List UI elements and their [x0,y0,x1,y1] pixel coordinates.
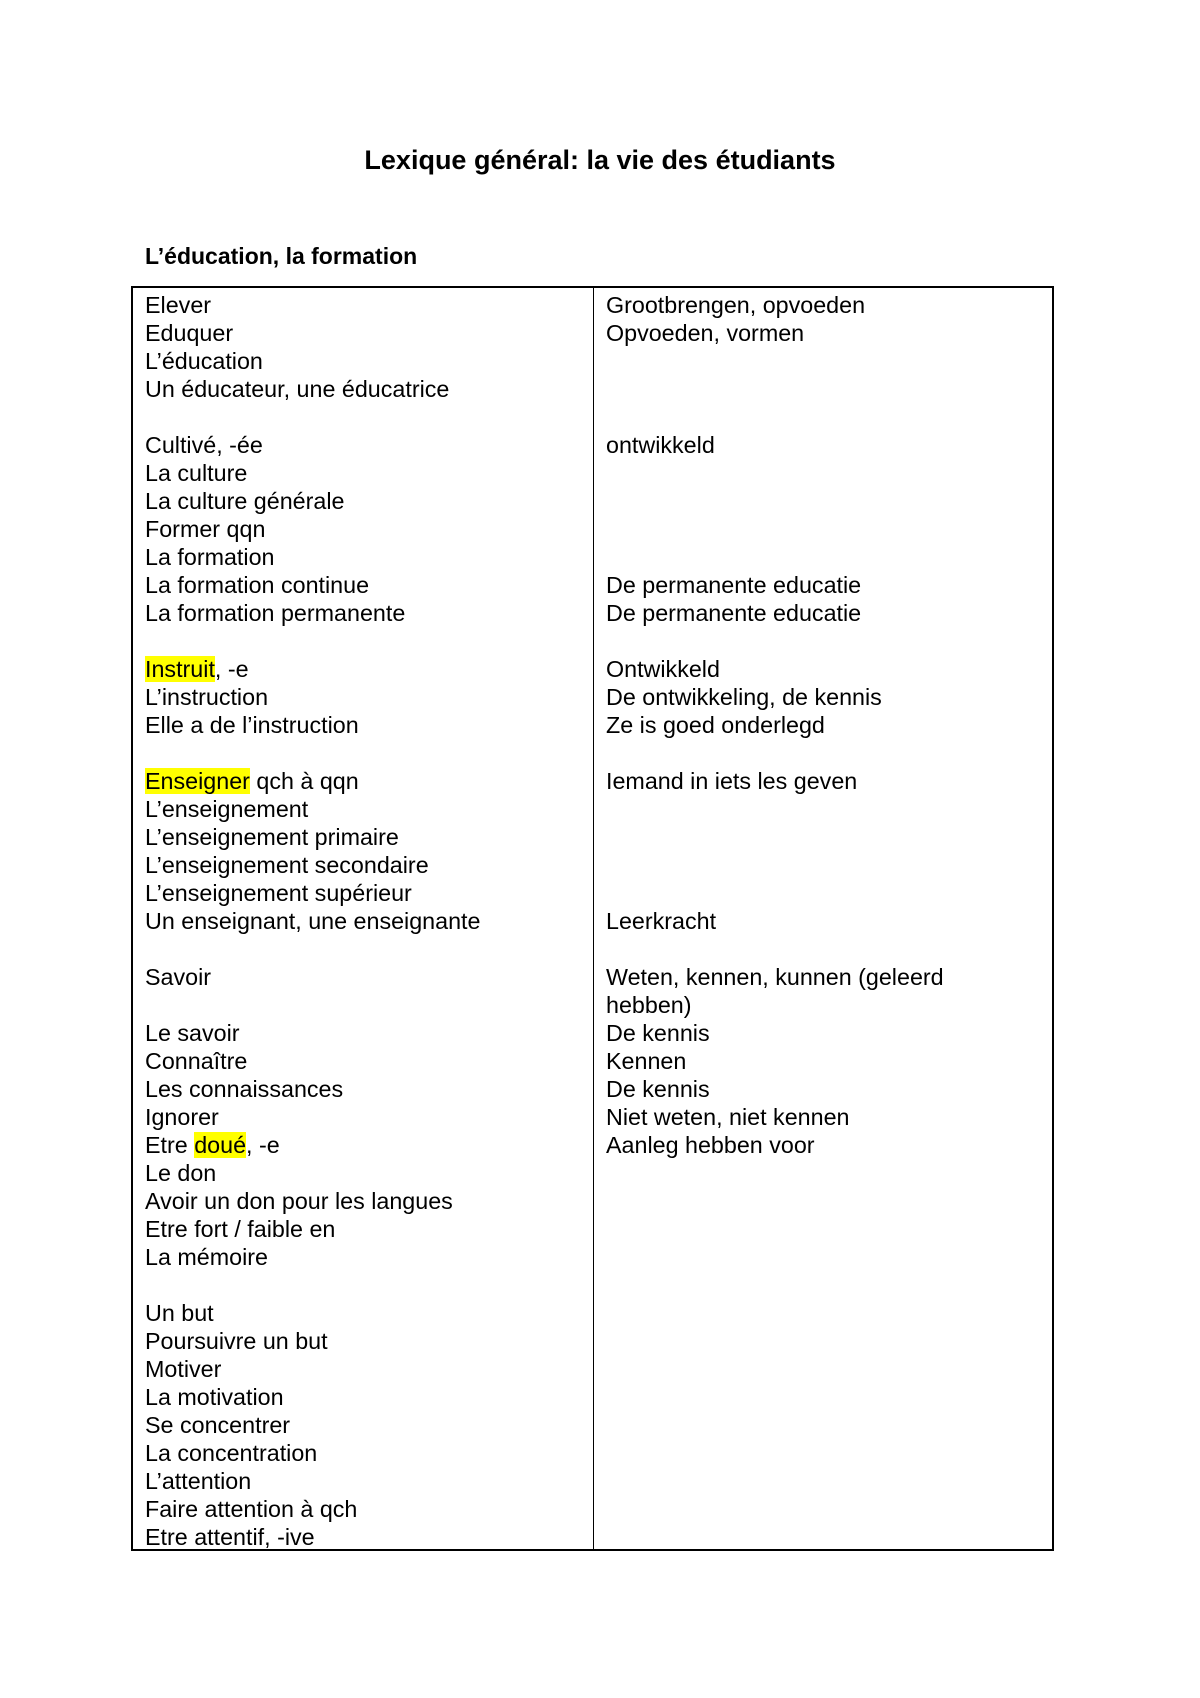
french-term-line [145,963,480,991]
dutch-translation-line [606,431,944,459]
translation-text: De kennis [606,1020,710,1046]
term-text: L’enseignement secondaire [145,852,429,878]
dutch-translation-line [606,459,944,487]
french-term-line [145,1299,480,1327]
term-text: L’éducation [145,348,263,374]
french-term-line [145,319,480,347]
translation-text: Aanleg hebben voor [606,1132,815,1158]
french-term-line [145,599,480,627]
french-term-line [145,851,480,879]
french-term-line [145,1047,480,1075]
french-term-line [145,291,480,319]
dutch-translation-line [606,1299,944,1327]
page-title: Lexique général: la vie des étudiants [364,145,836,175]
french-term-line [145,1411,480,1439]
term-text: Elever [145,292,212,318]
french-term-line [145,543,480,571]
dutch-translation-line [606,767,944,795]
french-term-line [145,487,480,515]
term-text: L’enseignement primaire [145,824,399,850]
term-text: Un but [145,1300,214,1326]
french-term-line [145,1243,480,1271]
french-term-line [145,1383,480,1411]
dutch-translation-line [606,599,944,627]
translation-text: Weten, kennen, kunnen (geleerd [606,964,944,990]
term-text: Avoir un don pour les langues [145,1188,453,1214]
french-term-line [145,767,480,795]
term-text: , -e [214,656,249,682]
translation-text: Kennen [606,1048,687,1074]
translation-text: De permanente educatie [606,600,862,626]
dutch-translation-line [606,1467,944,1495]
term-text: Ignorer [145,1104,219,1130]
term-text: Etre fort / faible en [145,1216,336,1242]
dutch-translation-line [606,1271,944,1299]
term-text: La culture générale [145,488,345,514]
highlighted-term: doué [194,1132,247,1158]
translation-text: Leerkracht [606,908,717,934]
translation-text: hebben) [606,992,692,1018]
dutch-translation-line [606,1215,944,1243]
term-text: La culture [145,460,248,486]
dutch-translation-line [606,1327,944,1355]
french-term-line [145,1159,480,1187]
french-term-line [145,823,480,851]
term-text: La concentration [145,1440,318,1466]
term-text: Faire attention à qch [145,1496,358,1522]
dutch-translation-line [606,1019,944,1047]
term-text: Poursuivre un but [145,1328,328,1354]
dutch-translation-line [606,935,944,963]
term-text: Etre attentif, -ive [145,1524,315,1550]
term-text: La mémoire [145,1244,269,1270]
french-term-line [145,879,480,907]
term-text: La formation [145,544,275,570]
french-term-line [145,515,480,543]
dutch-translation-line [606,711,944,739]
dutch-translation-line [606,683,944,711]
dutch-translation-line [606,543,944,571]
french-term-line [145,459,480,487]
french-term-line [145,347,480,375]
term-text: L’enseignement supérieur [145,880,412,906]
french-term-line [145,795,480,823]
translation-text: De ontwikkeling, de kennis [606,684,882,710]
french-term-line [145,655,480,683]
dutch-translation-line [606,487,944,515]
term-text: L’enseignement [145,796,309,822]
french-term-line [145,1075,480,1103]
french-term-line [145,431,480,459]
highlighted-term: Instruit [145,656,215,682]
dutch-translation-line [606,823,944,851]
french-term-line [145,739,480,767]
french-term-line [145,1523,480,1551]
dutch-translation-line [606,655,944,683]
dutch-translation-line [606,1075,944,1103]
vocabulary-table [131,286,1054,1551]
french-term-line [145,991,480,1019]
dutch-translation-line [606,627,944,655]
dutch-translation-line [606,515,944,543]
french-column [145,291,480,1551]
translation-text: Niet weten, niet kennen [606,1104,850,1130]
french-term-line [145,1467,480,1495]
translation-text: Ontwikkeld [606,656,720,682]
dutch-translation-line [606,1383,944,1411]
dutch-translation-line [606,1523,944,1551]
translation-text: Opvoeden, vormen [606,320,805,346]
french-term-line [145,403,480,431]
french-term-line [145,1271,480,1299]
french-term-line [145,571,480,599]
dutch-translation-line [606,403,944,431]
term-text: Motiver [145,1356,222,1382]
term-text: Elle a de l’instruction [145,712,359,738]
dutch-translation-line [606,1243,944,1271]
term-text: Le savoir [145,1020,240,1046]
french-term-line [145,1187,480,1215]
french-term-line [145,1495,480,1523]
dutch-translation-line [606,907,944,935]
french-term-line [145,1131,480,1159]
french-term-line [145,935,480,963]
dutch-column [606,291,944,1551]
french-term-line [145,1103,480,1131]
term-text: Se concentrer [145,1412,291,1438]
term-text: , -e [246,1132,280,1158]
term-text: Former qqn [145,516,266,542]
term-text: L’attention [145,1468,252,1494]
french-term-line [145,907,480,935]
term-text: La formation continue [145,572,370,598]
dutch-translation-line [606,1355,944,1383]
translation-text: ontwikkeld [606,432,715,458]
translation-text: Iemand in iets les geven [606,768,858,794]
term-text: La motivation [145,1384,284,1410]
translation-text: De permanente educatie [606,572,862,598]
dutch-translation-line [606,739,944,767]
dutch-translation-line [606,1047,944,1075]
french-term-line [145,375,480,403]
dutch-translation-line [606,375,944,403]
term-text: Les connaissances [145,1076,344,1102]
term-text: Eduquer [145,320,234,346]
term-text: Un enseignant, une enseignante [145,908,481,934]
dutch-translation-line [606,991,944,1019]
french-term-line [145,1327,480,1355]
dutch-translation-line [606,291,944,319]
french-term-line [145,627,480,655]
french-term-line [145,711,480,739]
translation-text: De kennis [606,1076,710,1102]
term-text: Connaître [145,1048,248,1074]
french-term-line [145,1439,480,1467]
term-text: L’instruction [145,684,269,710]
translation-text: Grootbrengen, opvoeden [606,292,866,318]
highlighted-term: Enseigner [145,768,250,794]
dutch-translation-line [606,571,944,599]
dutch-translation-line [606,1187,944,1215]
french-term-line [145,1019,480,1047]
term-text: qch à qqn [249,768,359,794]
dutch-translation-line [606,963,944,991]
dutch-translation-line [606,347,944,375]
dutch-translation-line [606,795,944,823]
translation-text: Ze is goed onderlegd [606,712,825,738]
term-text: Etre [145,1132,195,1158]
column-divider [593,288,594,1549]
term-text: Le don [145,1160,217,1186]
section-heading: L’éducation, la formation [145,243,418,269]
term-text: Un éducateur, une éducatrice [145,376,450,402]
dutch-translation-line [606,1131,944,1159]
term-text: La formation permanente [145,600,406,626]
dutch-translation-line [606,1103,944,1131]
dutch-translation-line [606,879,944,907]
french-term-line [145,683,480,711]
dutch-translation-line [606,851,944,879]
term-text: Cultivé, -ée [145,432,263,458]
dutch-translation-line [606,1411,944,1439]
french-term-line [145,1215,480,1243]
dutch-translation-line [606,319,944,347]
french-term-line [145,1355,480,1383]
dutch-translation-line [606,1495,944,1523]
term-text: Savoir [145,964,212,990]
dutch-translation-line [606,1159,944,1187]
dutch-translation-line [606,1439,944,1467]
